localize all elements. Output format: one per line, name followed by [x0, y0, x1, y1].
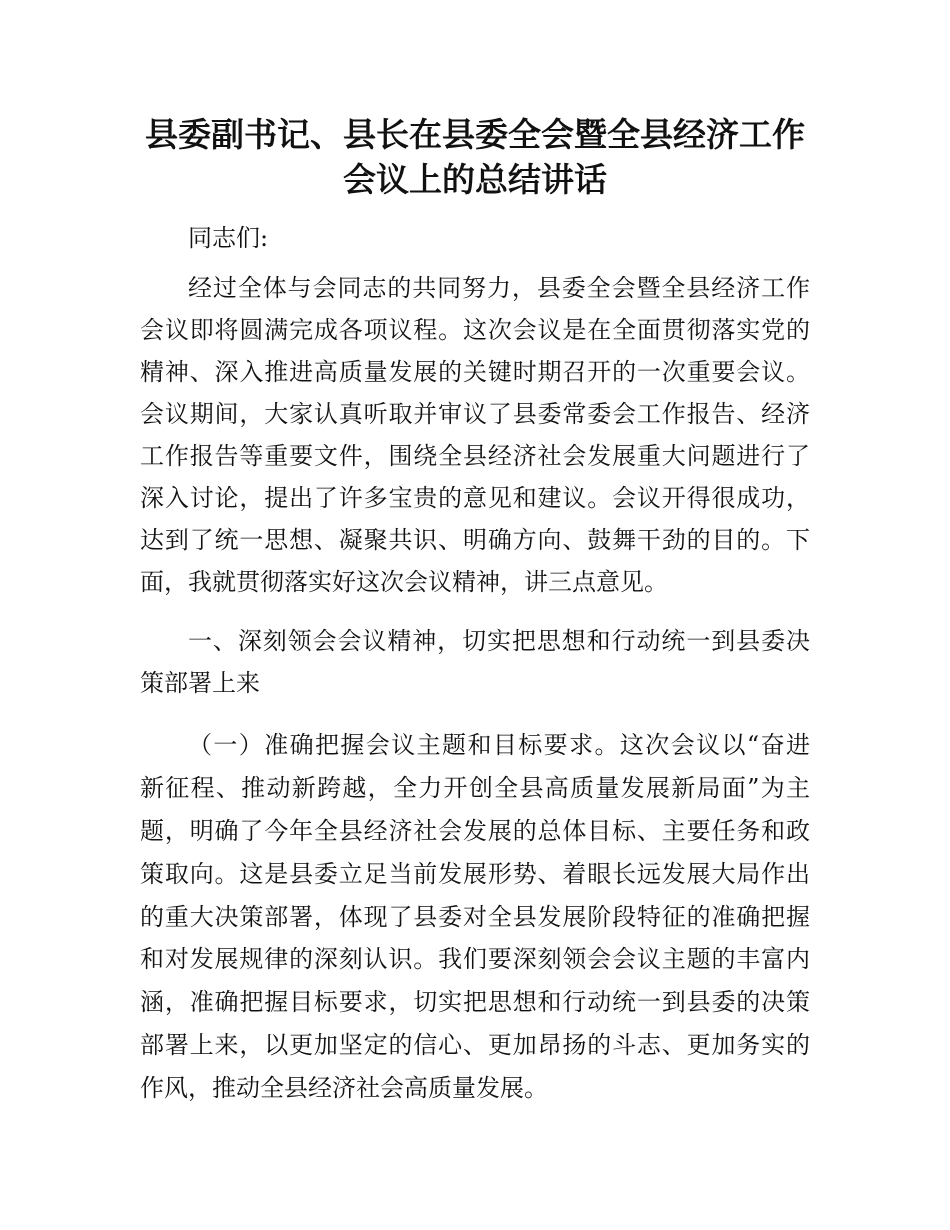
- text-line: 工作报告等重要文件，围绕全县经济社会发展重大问题进行了: [140, 442, 810, 470]
- text-line: （一）准确把握会议主题和目标要求。这次会议以“奋进: [188, 731, 810, 759]
- text-line: 经过全体与会同志的共同努力，县委全会暨全县经济工作: [188, 274, 810, 302]
- paragraph-intro: [140, 267, 810, 603]
- document-title: [120, 112, 830, 202]
- text-line: 策取向。这是县委立足当前发展形势、着眼长远发展大局作出: [140, 859, 810, 888]
- salutation-text: 同志们:: [188, 224, 269, 252]
- title-line-1: 县委副书记、县长在县委全会暨全县经济工作: [145, 115, 805, 154]
- text-line: 作风，推动全县经济社会高质量发展。: [140, 1074, 548, 1103]
- text-line: 策部署上来: [140, 669, 260, 697]
- section-heading-1: [140, 620, 810, 704]
- text-line: 的重大决策部署，体现了县委对全县发展阶段特征的准确把握: [140, 902, 810, 931]
- text-line: 会议期间，大家认真听取并审议了县委常委会工作报告、经济: [140, 400, 810, 428]
- text-line: 深入讨论，提出了许多宝贵的意见和建议。会议开得很成功，: [140, 484, 810, 512]
- text-line: 部署上来，以更加坚定的信心、更加昂扬的斗志、更加务实的: [140, 1031, 810, 1060]
- salutation: [140, 217, 810, 259]
- paragraph-subsection-1: [140, 724, 810, 1110]
- text-line: 一、深刻领会会议精神，切实把思想和行动统一到县委决: [188, 627, 810, 655]
- text-line: 达到了统一思想、凝聚共识、明确方向、鼓舞干劲的目的。下: [140, 526, 810, 554]
- text-line: 会议即将圆满完成各项议程。这次会议是在全面贯彻落实党的: [140, 316, 810, 344]
- text-line: 涵，准确把握目标要求，切实把思想和行动统一到县委的决策: [140, 988, 810, 1017]
- text-line: 题，明确了今年全县经济社会发展的总体目标、主要任务和政: [140, 816, 810, 845]
- text-line: 新征程、推动新跨越，全力开创全县高质量发展新局面”为主: [140, 773, 810, 802]
- text-line: 和对发展规律的深刻认识。我们要深刻领会会议主题的丰富内: [140, 945, 810, 974]
- text-line: 面，我就贯彻落实好这次会议精神，讲三点意见。: [140, 568, 668, 596]
- title-line-2: 会议上的总结讲话: [343, 160, 607, 199]
- text-line: 精神、深入推进高质量发展的关键时期召开的一次重要会议。: [140, 358, 810, 386]
